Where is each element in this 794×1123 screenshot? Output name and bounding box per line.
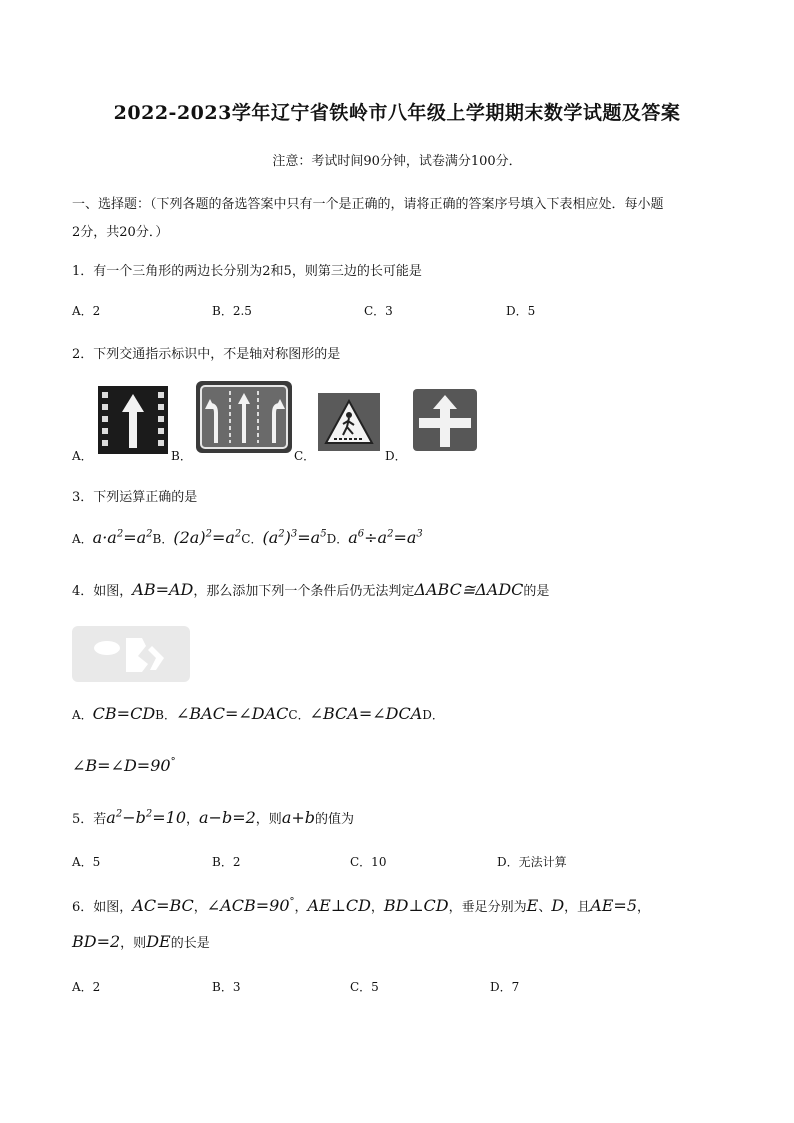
q4-option-a: CB=CD bbox=[92, 704, 156, 723]
q2-label-c: C． bbox=[294, 449, 316, 463]
section-heading-line1: 一、选择题：（下列各题的备选答案中只有一个是正确的，请将正确的答案序号填入下表相应处．每小题 bbox=[72, 197, 664, 212]
q6-cond-1: AC=BC bbox=[132, 896, 194, 915]
q3-options-row bbox=[72, 528, 423, 547]
q1-option-b: B．2.5 bbox=[212, 304, 252, 318]
q4-option-d: ∠B=∠D=90° bbox=[72, 756, 176, 775]
q6-cond-3: AE⊥CD bbox=[307, 896, 371, 915]
q5-option-c: C．10 bbox=[350, 855, 387, 869]
q4-label-a: A． bbox=[72, 708, 93, 722]
q3-option-d-expr: $a^6\div a^2=a^3$ bbox=[348, 528, 423, 547]
q6-option-d: D．7 bbox=[490, 980, 520, 994]
q1-option-d: D．5 bbox=[506, 304, 536, 318]
intersection-sign-icon bbox=[413, 389, 477, 451]
q3-label-b: B． bbox=[152, 532, 174, 546]
pedestrian-crossing-sign-icon bbox=[318, 393, 380, 451]
q6-option-c: C．5 bbox=[350, 980, 379, 994]
q2-label-b: B． bbox=[171, 449, 192, 463]
q4-conclusion: ΔABC≅ΔADC bbox=[414, 580, 524, 599]
q2-label-a: A． bbox=[72, 449, 93, 463]
q3-option-a-expr: $a\cdot a^2=a^2$ bbox=[92, 528, 153, 547]
question-5-stem: 5．若$a^2-b^2=10$，a−b=2，则a+b的值为 bbox=[72, 808, 355, 827]
q5-equation-2: a−b=2 bbox=[199, 808, 256, 827]
q6-cond-5: AE=5 bbox=[590, 896, 638, 915]
question-1-stem: 1．有一个三角形的两边长分别为2和5，则第三边的长可能是 bbox=[72, 264, 422, 279]
q6-target-segment: DE bbox=[146, 932, 171, 951]
q3-option-c-expr: $(a^2)^3=a^5$ bbox=[262, 528, 327, 547]
missing-figure-placeholder bbox=[72, 626, 190, 682]
q6-point-d: D bbox=[551, 896, 565, 915]
section-heading-line2: 2分，共20分．） bbox=[72, 225, 169, 240]
q6-option-b: B．3 bbox=[212, 980, 241, 994]
q3-option-b-expr: $(2a)^2=a^2$ bbox=[173, 528, 242, 547]
q5-equation-1: $a^2-b^2=10$ bbox=[106, 808, 186, 827]
q4-option-c: ∠BCA=∠DCA bbox=[309, 704, 423, 723]
q1-option-c: C．3 bbox=[364, 304, 393, 318]
q5-option-b: B．2 bbox=[212, 855, 241, 869]
question-2-stem: 2．下列交通指示标识中，不是轴对称图形的是 bbox=[72, 347, 341, 362]
q6-cond-6: BD=2 bbox=[72, 932, 121, 951]
q6-point-e: E bbox=[526, 896, 539, 915]
q5-option-d: D．无法计算 bbox=[497, 855, 567, 869]
q6-option-a: A．2 bbox=[72, 980, 101, 994]
question-6-stem-line1: 6．如图，AC=BC，∠ACB=90°，AE⊥CD，BD⊥CD，垂足分别为E、D，且AE=5， bbox=[72, 896, 651, 915]
q2-label-d: D． bbox=[385, 449, 407, 463]
q4-option-b: ∠BAC=∠DAC bbox=[175, 704, 289, 723]
q6-cond-2: ∠ACB=90° bbox=[206, 896, 295, 915]
q4-condition: AB=AD bbox=[132, 580, 194, 599]
question-6-stem-line2: BD=2，则DE的长是 bbox=[72, 932, 210, 951]
q4-label-c: C． bbox=[288, 708, 310, 722]
straight-arrow-sign-icon bbox=[98, 386, 168, 454]
exam-note: 注意：考试时间90分钟，试卷满分100分． bbox=[272, 154, 522, 169]
q4-label-b: B． bbox=[155, 708, 176, 722]
q6-cond-4: BD⊥CD bbox=[383, 896, 449, 915]
q5-option-a: A．5 bbox=[72, 855, 101, 869]
question-4-stem: 4．如图，AB=AD，那么添加下列一个条件后仍无法判定ΔABC≅ΔADC的是 bbox=[72, 580, 550, 599]
q3-label-d: D． bbox=[326, 532, 349, 546]
q1-option-a: A．2 bbox=[72, 304, 101, 318]
broken-image-icon bbox=[72, 626, 190, 682]
question-3-stem: 3．下列运算正确的是 bbox=[72, 490, 198, 505]
q4-label-d: D． bbox=[422, 708, 444, 722]
q5-target-expr: a+b bbox=[281, 808, 315, 827]
q3-label-c: C． bbox=[241, 532, 263, 546]
page-title: 2022-2023学年辽宁省铁岭市八年级上学期期末数学试题及答案 bbox=[113, 102, 681, 124]
q3-label-a: A． bbox=[72, 532, 93, 546]
q4-options-row bbox=[72, 704, 444, 723]
lane-arrows-sign-icon bbox=[196, 381, 292, 453]
